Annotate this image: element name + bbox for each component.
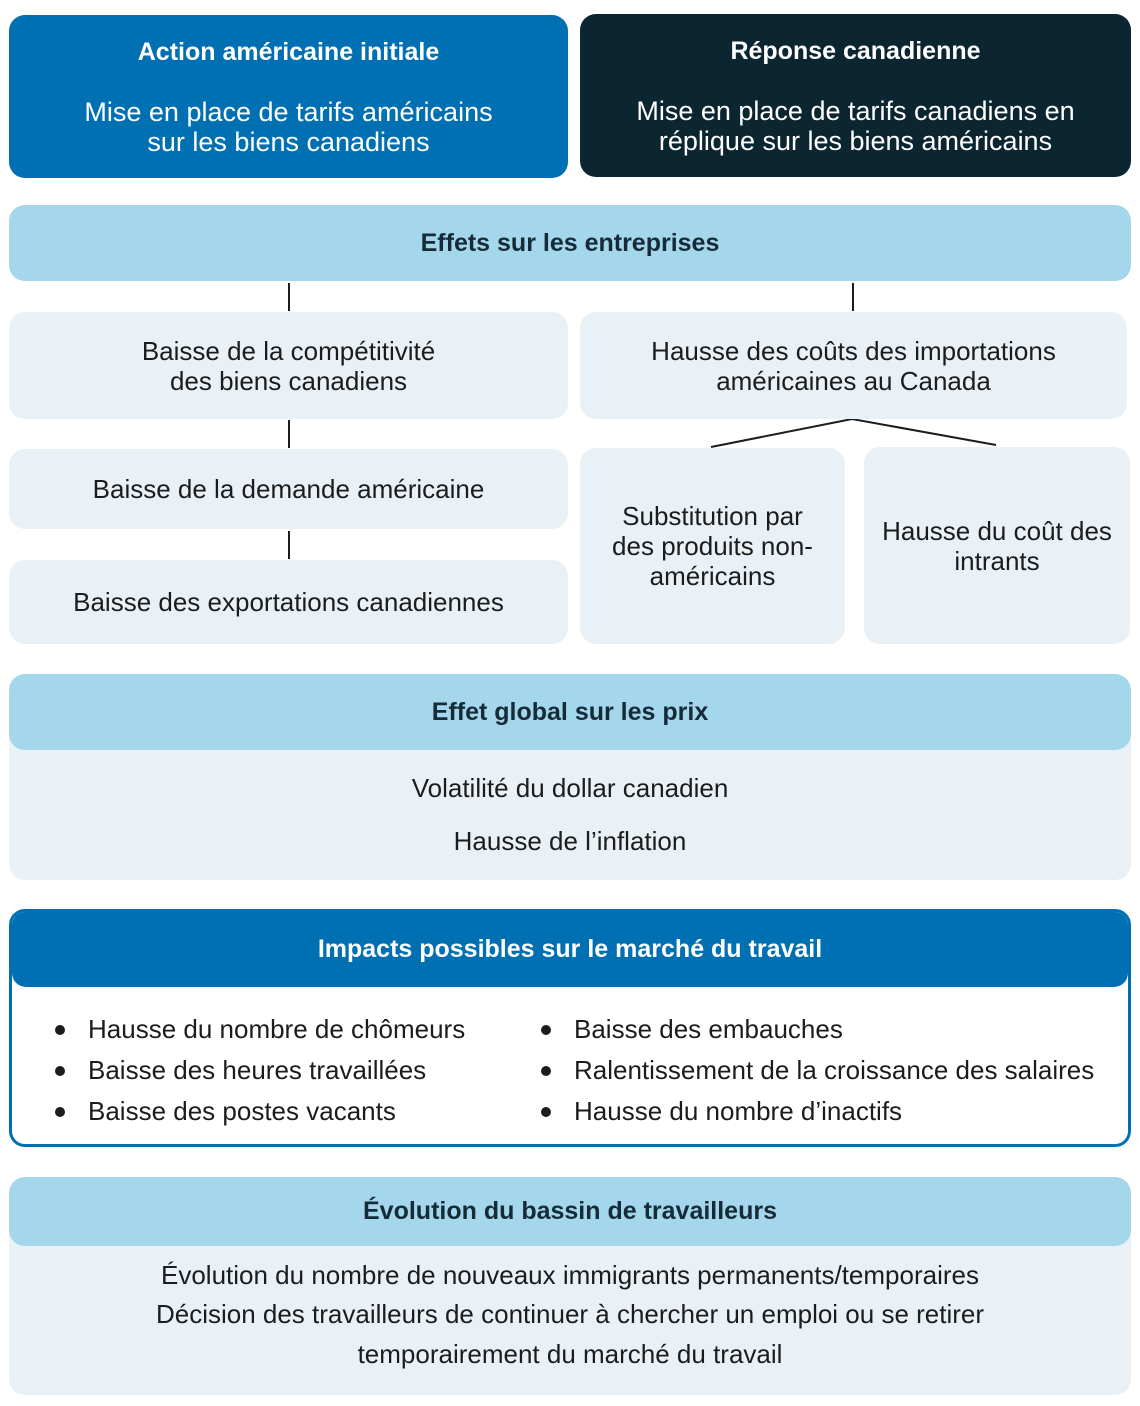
us-demand-text: Baisse de la demande américaine — [92, 474, 485, 504]
worker-pool-section — [9, 1177, 1131, 1395]
labour-impacts-left-list — [55, 1009, 465, 1132]
us-action-line-1: Mise en place de tarifs américains — [84, 97, 493, 127]
canadian-response-title: Réponse canadienne — [730, 37, 981, 65]
labour-market-header — [12, 912, 1128, 987]
labour-market-title: Impacts possibles sur le marché du travail — [317, 935, 823, 963]
price-effect-title: Effet global sur les prix — [431, 697, 709, 726]
canadian-exports-text: Baisse des exportations canadiennes — [73, 587, 504, 617]
canadian-response-line-1: Mise en place de tarifs canadiens en — [636, 96, 1075, 126]
list-item: Hausse du nombre de chômeurs — [55, 1009, 465, 1050]
competitiveness-line-2: des biens canadiens — [169, 365, 408, 396]
worker-pool-header — [9, 1177, 1131, 1246]
input-costs-box — [864, 447, 1130, 644]
substitution-line-3: américains — [649, 561, 776, 591]
price-item-dollar-volatility: Volatilité du dollar canadien — [411, 773, 729, 803]
import-costs-box — [580, 312, 1127, 419]
price-item-inflation: Hausse de l’inflation — [453, 826, 687, 856]
list-item: Baisse des heures travaillées — [55, 1050, 465, 1091]
labour-market-section — [9, 909, 1131, 1147]
input-costs-line-1: Hausse du coût des — [882, 515, 1112, 546]
us-action-line-2: sur les biens canadiens — [147, 127, 430, 157]
price-effect-section — [9, 674, 1131, 880]
us-action-title: Action américaine initiale — [137, 38, 440, 66]
input-costs-line-2: intrants — [954, 545, 1040, 576]
worker-pool-line-1: Évolution du nombre de nouveaux immigrants permanents/temporaires — [161, 1260, 979, 1290]
substitution-line-2: des produits non- — [612, 531, 813, 561]
list-item: Baisse des postes vacants — [55, 1091, 465, 1132]
competitiveness-box — [9, 312, 568, 419]
list-item: Ralentissement de la croissance des salaires — [541, 1050, 1094, 1091]
price-effect-header — [9, 674, 1131, 750]
worker-pool-title: Évolution du bassin de travailleurs — [363, 1197, 777, 1225]
substitution-line-1: Substitution par — [622, 501, 803, 531]
import-costs-line-1: Hausse des coûts des importations — [651, 335, 1056, 366]
worker-pool-line-3: temporairement du marché du travail — [357, 1339, 783, 1369]
list-item: Hausse du nombre d’inactifs — [541, 1091, 1094, 1132]
canadian-exports-box — [9, 560, 568, 644]
us-demand-box — [9, 449, 568, 529]
canadian-response-line-2: réplique sur les biens américains — [658, 126, 1053, 156]
import-costs-line-2: américaines au Canada — [716, 365, 991, 396]
labour-impacts-right-list — [541, 1009, 1094, 1132]
list-item: Baisse des embauches — [541, 1009, 1094, 1050]
business-effects-title: Effets sur les entreprises — [420, 228, 720, 257]
branch-connector-line — [711, 419, 996, 447]
substitution-box — [580, 448, 845, 644]
competitiveness-line-1: Baisse de la compétitivité — [141, 335, 436, 366]
worker-pool-line-2: Décision des travailleurs de continuer à chercher un emploi ou se retirer — [155, 1299, 985, 1329]
